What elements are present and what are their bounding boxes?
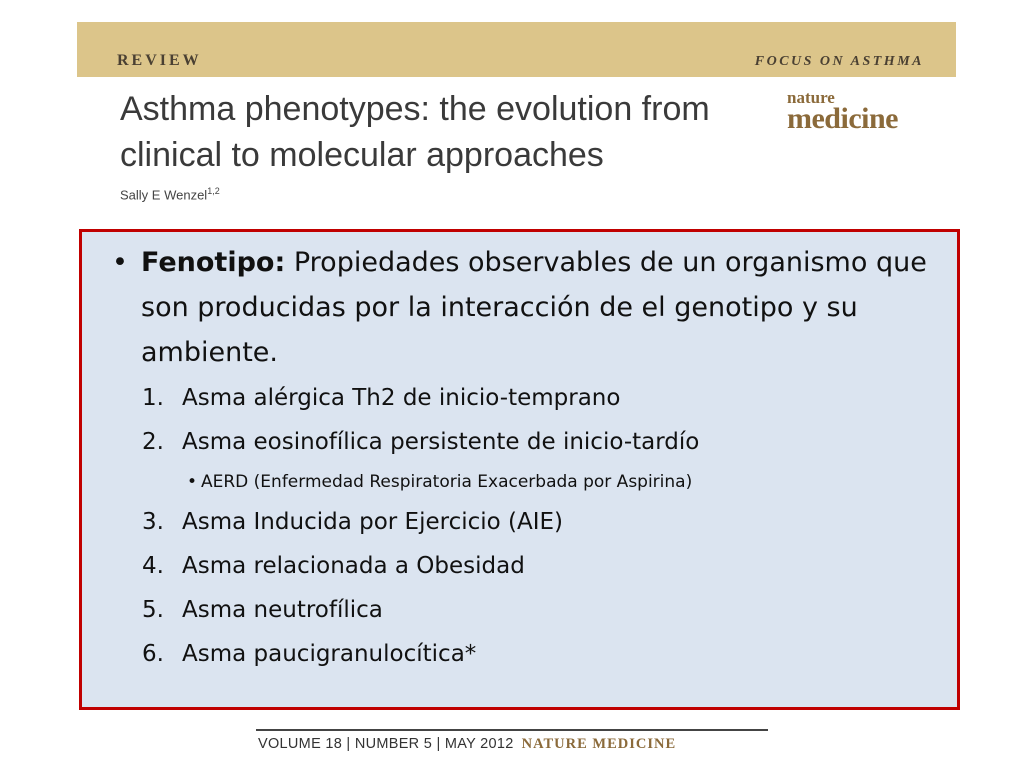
definition-body: Propiedades observables de un organismo que son producidas por la interacción de el genotipo y su ambiente.: [141, 247, 927, 368]
item-text: Asma alérgica Th2 de inicio-temprano: [182, 385, 621, 411]
sub-list-item: [142, 464, 922, 500]
title-line-1: Asthma phenotypes: the evolution from: [120, 90, 710, 128]
item-number: 6.: [142, 641, 164, 667]
item-number: 4.: [142, 553, 164, 579]
item-number: 5.: [142, 597, 164, 623]
logo-bottom-text: medicine: [787, 102, 898, 135]
list-item: [142, 632, 922, 676]
item-text: Asma paucigranulocítica*: [182, 641, 477, 667]
definition-box: [79, 229, 960, 710]
item-text: Asma Inducida por Ejercicio (AIE): [182, 509, 564, 535]
citation-footer: [258, 736, 676, 753]
bullet-icon: •: [112, 247, 128, 278]
paper-title: [120, 86, 780, 178]
item-text: Asma relacionada a Obesidad: [182, 553, 525, 579]
section-label: REVIEW: [117, 52, 202, 69]
journal-logo: [787, 90, 898, 133]
sub-bullet-icon: •: [187, 472, 198, 492]
author-affiliation: 1,2: [207, 186, 220, 196]
item-number: 2.: [142, 429, 164, 455]
list-item: [142, 588, 922, 632]
footer-divider: [256, 729, 768, 731]
list-item: [142, 420, 922, 464]
footer-journal: NATURE MEDICINE: [521, 736, 677, 752]
item-text: Asma neutrofílica: [182, 597, 383, 623]
item-number: 3.: [142, 509, 164, 535]
definition-term: Fenotipo:: [141, 247, 286, 278]
definition-bullet: [112, 240, 932, 375]
title-line-2: clinical to molecular approaches: [120, 136, 604, 174]
logo-top-text: nature: [787, 88, 835, 107]
item-text: Asma eosinofílica persistente de inicio-tardío: [182, 429, 700, 455]
list-item: [142, 376, 922, 420]
phenotype-list: [142, 376, 922, 676]
list-item: [142, 544, 922, 588]
sub-item-text: AERD (Enfermedad Respiratoria Exacerbada por Aspirina): [201, 472, 693, 492]
author-line: [120, 186, 220, 202]
definition-text: [141, 240, 932, 375]
focus-label: FOCUS ON ASTHMA: [754, 54, 924, 69]
list-item: [142, 500, 922, 544]
item-number: 1.: [142, 385, 164, 411]
issue-info: VOLUME 18 | NUMBER 5 | MAY 2012: [258, 736, 514, 752]
journal-banner: [77, 22, 956, 77]
author-name: Sally E Wenzel: [120, 187, 208, 203]
